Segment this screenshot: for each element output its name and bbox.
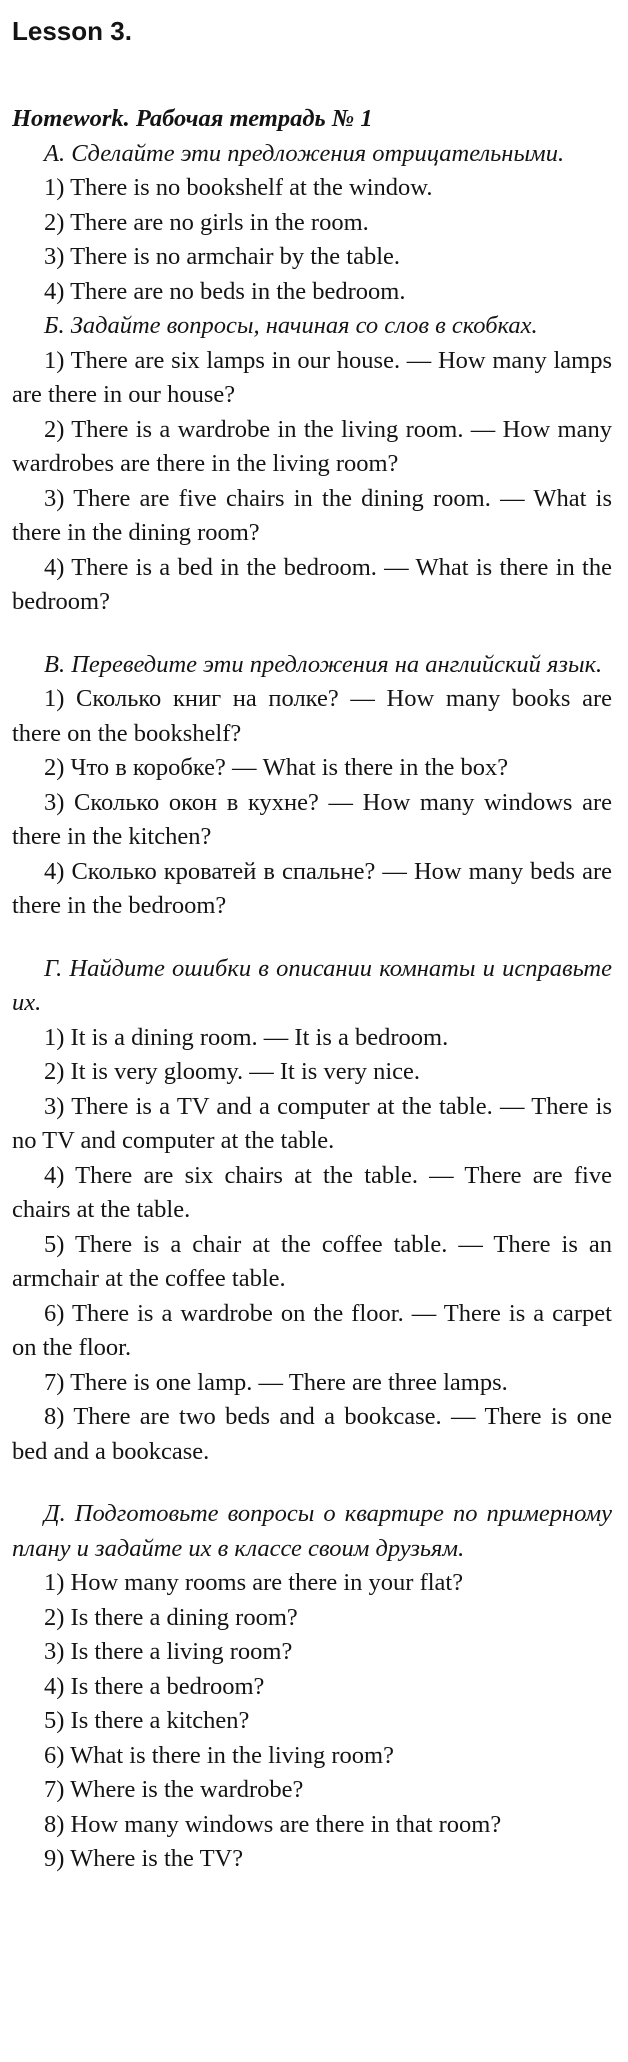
exercise-d-item-4: 4) Is there a bedroom? <box>44 1672 265 1700</box>
exercise-d-item-8: 8) How many windows are there in that room? <box>44 1810 502 1838</box>
exercise-b-item-1: 1) There are six lamps in our house. — How many lamps are there in our house? <box>12 346 612 408</box>
exercise-g-item-2: 2) It is very gloomy. — It is very nice. <box>44 1058 421 1085</box>
exercise-a-item-2: 2) There are no girls in the room. <box>44 208 369 236</box>
exercise-v-item-2: 2) Что в коробке? — What is there in the box? <box>44 754 509 781</box>
exercise-g-item-6: 6) There is a wardrobe on the floor. — There is a carpet on the floor. <box>12 1299 612 1361</box>
exercise-d-item-9: 9) Where is the TV? <box>44 1845 244 1872</box>
exercise-b-item-4: 4) There is a bed in the bedroom. — What is there in the bedroom? <box>12 553 612 615</box>
exercise-d-item-1: 1) How many rooms are there in your flat? <box>44 1569 464 1596</box>
exercise-a-item-4: 4) There are no beds in the bedroom. <box>44 277 406 305</box>
exercise-g-item-5: 5) There is a chair at the coffee table. — There is an armchair at the coffee table. <box>12 1230 612 1292</box>
section-spacer <box>12 1469 612 1497</box>
exercise-a-item-3: 3) There is no armchair by the table. <box>44 243 401 270</box>
lesson-title: Lesson 3. <box>12 16 132 46</box>
exercise-v-instruction: В. Переведите эти предложения на английский язык. <box>44 650 603 678</box>
exercise-g-item-7: 7) There is one lamp. — There are three lamps. <box>44 1368 508 1396</box>
exercise-g-instruction: Г. Найдите ошибки в описании комнаты и исправьте их. <box>12 954 612 1016</box>
exercise-d-item-3: 3) Is there a living room? <box>44 1638 293 1665</box>
exercise-d-item-7: 7) Where is the wardrobe? <box>44 1776 304 1803</box>
exercise-g <box>12 952 612 1470</box>
exercise-d <box>12 1497 612 1877</box>
exercise-v-item-4: 4) Сколько кроватей в спальне? — How many beds are there in the bedroom? <box>12 857 612 919</box>
homework-title: Homework. Рабочая тетрадь № 1 <box>12 105 373 132</box>
exercise-d-item-5: 5) Is there a kitchen? <box>44 1707 250 1734</box>
exercise-v-item-1: 1) Сколько книг на полке? — How many books are there on the bookshelf? <box>12 685 612 747</box>
section-spacer <box>12 620 612 648</box>
exercise-a-instruction: А. Сделайте эти предложения отрицательными. <box>44 139 565 167</box>
exercise-v-item-3: 3) Сколько окон в кухне? — How many windows are there in the kitchen? <box>12 788 612 850</box>
exercise-b <box>12 309 612 620</box>
exercise-a-item-1: 1) There is no bookshelf at the window. <box>44 174 433 201</box>
exercise-g-item-1: 1) It is a dining room. — It is a bedroom. <box>44 1023 449 1051</box>
exercise-g-item-3: 3) There is a TV and a computer at the table. — There is no TV and computer at the table. <box>12 1092 612 1154</box>
exercise-a <box>12 137 612 310</box>
exercise-d-instruction: Д. Подготовьте вопросы о квартире по примерному плану и задайте их в классе своим друзьям. <box>12 1500 612 1562</box>
exercise-b-instruction: Б. Задайте вопросы, начиная со слов в скобках. <box>44 312 538 339</box>
exercise-d-item-2: 2) Is there a dining room? <box>44 1603 298 1631</box>
exercise-b-item-2: 2) There is a wardrobe in the living room. — How many wardrobes are there in the living room? <box>12 415 612 477</box>
exercise-g-item-8: 8) There are two beds and a bookcase. — There is one bed and a bookcase. <box>12 1403 612 1465</box>
exercise-b-item-3: 3) There are five chairs in the dining room. — What is there in the dining room? <box>12 484 612 546</box>
exercise-v <box>12 648 612 924</box>
exercise-g-item-4: 4) There are six chairs at the table. — There are five chairs at the table. <box>12 1161 612 1223</box>
section-spacer <box>12 924 612 952</box>
exercise-d-item-6: 6) What is there in the living room? <box>44 1741 394 1769</box>
